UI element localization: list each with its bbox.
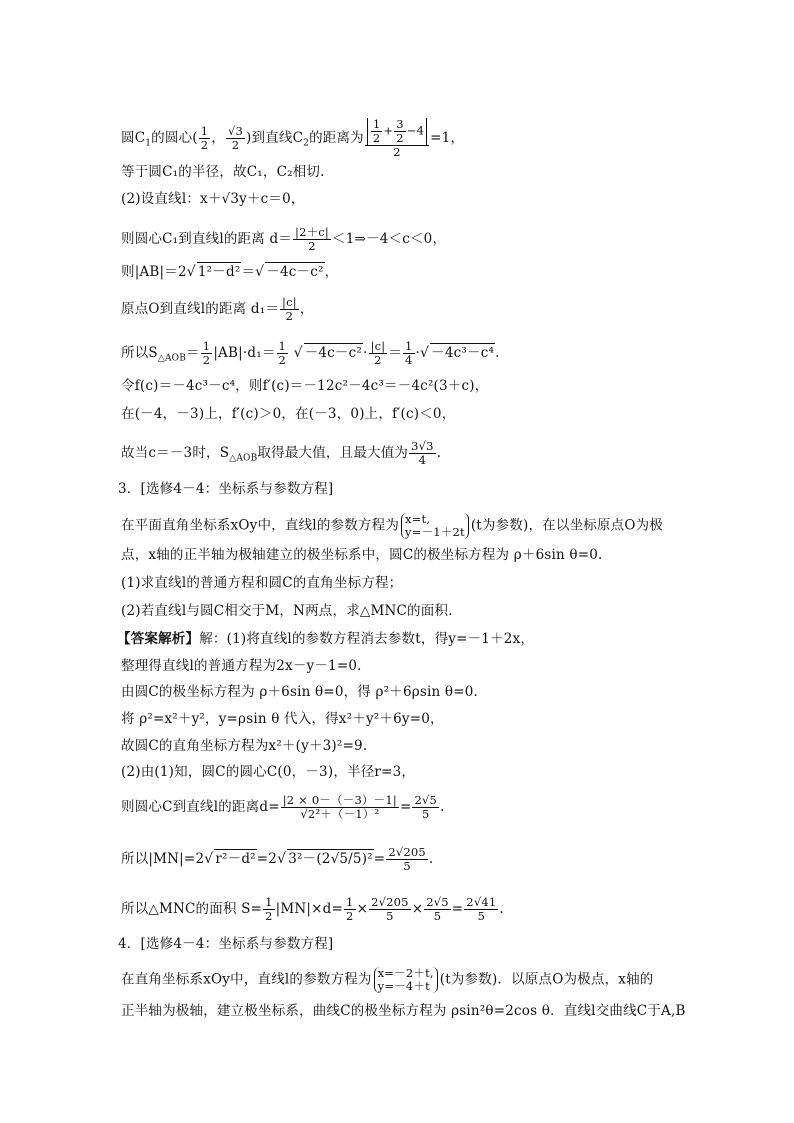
section-heading-4: 4．[选修4－4：坐标系与参数方程] [118,936,334,952]
text: 到直线C [251,130,304,146]
line-circle-distance: 圆$C_1$的圆心( $\frac{1}{2}$ ， $\frac{√3}{2}$ )到直线$C_2$的距离为 $\frac{1}{2}$ + $\frac{3}{2}$ −4 2 =1， [121,117,465,159]
line-mnc-area: 所以△MNC的面积 S= $\frac{1}{2}$ |MN|×d= $\frac{1}{2}$ × $\frac{2√205}{5}$ × $\frac{2√5}{5}$ = $\frac{2√41}{5}$ . [121,895,504,923]
text: =1， [430,130,465,146]
line-distance-d1: 原点O到直线l的距离 d₁＝ $\frac{|c|}{2}$ ， [121,295,314,323]
fraction: $\frac{√3}{2}$ [227,124,244,152]
line-question-1: (1)求直线l的普通方程和圆C的直角坐标方程； [121,575,403,591]
answer-label: 【答案解析】 [117,631,200,647]
line-problem4-polar: 正半轴为极轴，建立极坐标系，曲线C的极坐标方程为 ρsin²θ=2cos θ．直线l交曲线C于A,B [121,1003,686,1019]
line-monotonic: 在(－4，－3)上，f′(c)＞0，在(－3，0)上，f′(c)＜0， [121,406,456,422]
line-max-value: 故当c＝－3时，$S_{\triangle AOB}$取得最大值，且最大值为 $\frac{3√3}{4}$ . [121,439,442,467]
line-derivative: 令f(c)＝－4c³－c⁴，则f′(c)＝－12c²－4c³＝－4c²(3＋c)， [121,378,489,394]
line-center-distance: 则圆心C到直线l的距离d= $\frac{|2 \times 0-(-3)-1|}{\text{√2²＋（－1）²}}$ = $\frac{2√5}{5}$ . [121,793,445,821]
line-problem4-param: 在直角坐标系xOy中，直线l的参数方程为 x=－2＋t, y=－4＋t (t为参数)．以原点O为极点，x轴的 [121,966,654,993]
line-mn-length: 所以|MN|=2√ r²－d²=2√ 3²－(2√5/5)²= $\frac{2√205}{5}$ . [121,845,434,873]
fraction: $\frac{1}{2}$ + $\frac{3}{2}$ −4 2 [365,118,429,159]
line-center: (2)由(1)知，圆C的圆心C(0，－3)，半径r=3， [121,764,416,780]
line-tangent: 等于圆C₁的半径，故C₁，C₂相切. [121,164,325,180]
fraction: $\frac{1}{2}$ [200,124,209,152]
line-answer-start: 【答案解析】解：(1)将直线l的参数方程消去参数t，得y=－1＋2x， [117,631,535,647]
line-general-eq: 整理得直线l的普通方程为2x－y－1=0. [121,658,362,674]
line-problem3-polar: 点，x轴的正半轴为极轴建立的极坐标系中，圆C的极坐标方程为 ρ＋6sin θ=0. [121,547,603,563]
line-rect-eq: 故圆C的直角坐标方程为x²＋(y＋3)²=9. [121,738,368,754]
line-distance-d: 则圆心C₁到直线l的距离 d＝ $\frac{|2+c|}{2}$ ＜1⇒－4＜c＜0， [121,225,447,253]
text: 圆C [121,130,146,146]
text: 的圆心 [151,130,193,146]
subscript: 2 [303,138,310,149]
line-set-line: (2)设直线l：x＋√3y＋c＝0， [121,191,305,207]
text: 的距离为 [309,130,364,146]
subscript: 1 [145,138,152,149]
line-substitute: 将 ρ²=x²＋y²，y=ρsin θ 代入，得x²＋y²＋6y=0， [121,711,444,727]
line-ab-length: 则|AB|＝2√ 1²－d²＝√ －4c－c²， [121,264,339,280]
section-heading-3: 3．[选修4－4：坐标系与参数方程] [118,481,334,497]
line-polar-to: 由圆C的极坐标方程为 ρ＋6sin θ=0，得 ρ²＋6ρsin θ=0. [121,684,479,700]
line-question-2: (2)若直线l与圆C相交于M，N两点，求△MNC的面积. [121,603,453,619]
line-problem3-param: 在平面直角坐标系xOy中，直线l的参数方程为 x=t, y=－1＋2t (t为参数)，在以坐标原点O为极 [121,512,664,539]
line-area-expression: 所以$S_{\triangle AOB}=$ $\frac{1}{2}$ |AB|·d₁＝ $\frac{1}{2}$ √ －4c－c²· $\frac{|c|}{2}$ ＝ $\frac{1}{4}$ ·√ －4c³－c⁴. [121,339,500,367]
